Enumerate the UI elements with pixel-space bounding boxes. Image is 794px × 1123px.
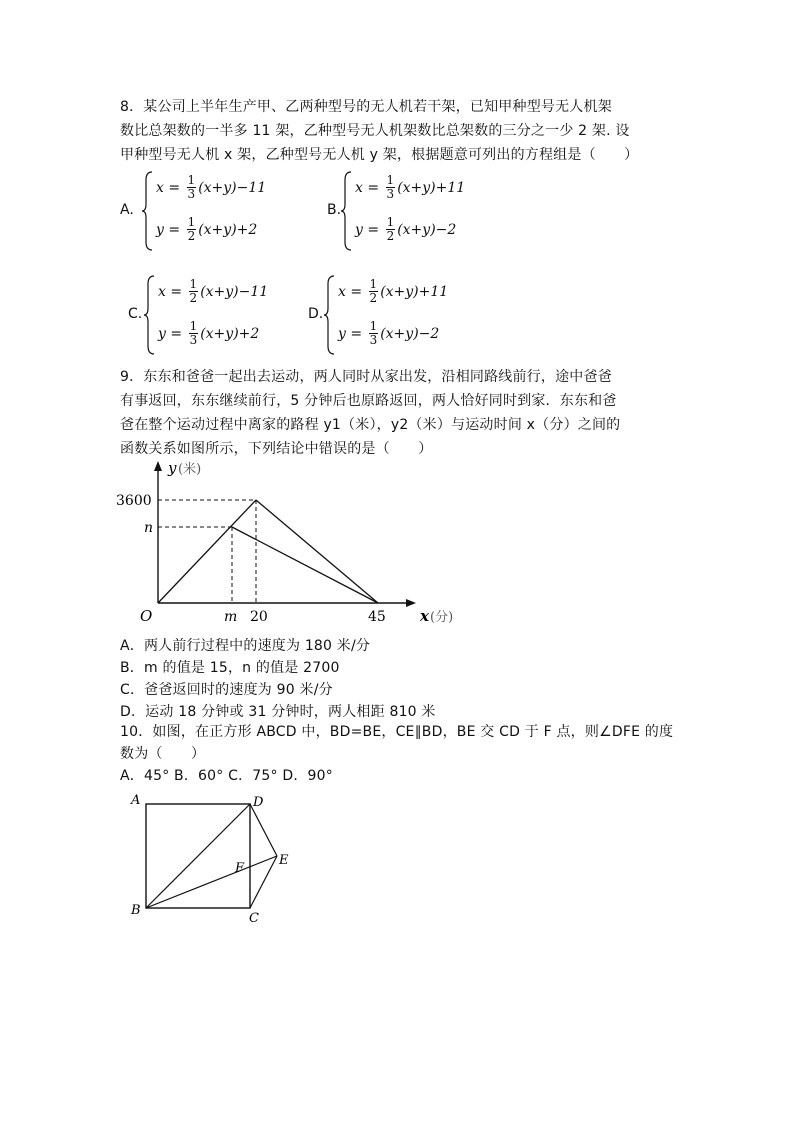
brace-icon — [142, 170, 154, 252]
x-axis-label: x — [420, 607, 429, 625]
q8-option-d-label: D. — [308, 306, 324, 322]
brace-icon — [324, 274, 336, 356]
x-tick-20: 20 — [250, 609, 268, 625]
q8-option-c-eq1: x = $\frac{1}{2}$ (x+y)−11 — [158, 277, 269, 305]
segment-bd — [146, 804, 250, 908]
point-a-label: A — [131, 793, 141, 808]
point-c-label: C — [249, 911, 259, 925]
q8-option-b-eq1: x = $\frac{1}{3}$ (x+y)+11 — [355, 173, 466, 201]
q8-option-a-eq1: x = $\frac{1}{3}$ (x+y)−11 — [156, 173, 267, 201]
q8-option-c-eq2: y = $\frac{1}{3}$ (x+y)+2 — [158, 319, 260, 347]
point-b-label: B — [131, 903, 141, 918]
y-axis-unit: (米) — [178, 462, 202, 477]
q10-options: A．45° B．60° C．75° D．90° — [120, 768, 333, 784]
x-tick-45: 45 — [368, 609, 386, 625]
q9-option-d: D．运动 18 分钟或 31 分钟时，两人相距 810 米 — [120, 704, 436, 720]
line-dongdong-forward — [158, 500, 256, 603]
y-axis-label: y — [168, 459, 177, 477]
q9-line-4: 函数关系如图所示，下列结论中错误的是（ ） — [120, 441, 433, 457]
segment-be — [146, 856, 277, 908]
q8-option-a-system — [142, 170, 292, 252]
q10-line-1: 10．如图，在正方形 ABCD 中，BD=BE，CE∥BD，BE 交 CD 于 F 点，则∠DFE 的度 — [120, 724, 674, 740]
q9-option-b: B．m 的值是 15，n 的值是 2700 — [120, 660, 340, 676]
segment-ce — [250, 856, 277, 908]
q8-line-2: 数比总架数的一半多 11 架，乙种型号无人机架数比总架数的三分之一少 2 架. 设 — [120, 123, 630, 139]
q8-option-d-eq2: y = $\frac{1}{3}$ (x+y)−2 — [338, 319, 440, 347]
y-tick-3600: 3600 — [116, 493, 152, 509]
q8-line-1: 8．某公司上半年生产甲、乙两种型号的无人机若干架，已知甲种型号无人机架 — [120, 99, 612, 115]
q9-line-2: 有事返回，东东继续前行，5 分钟后也原路返回，两人恰好同时到家．东东和爸 — [120, 393, 617, 409]
x-axis-arrow-icon — [406, 599, 416, 607]
point-d-label: D — [253, 795, 264, 810]
y-tick-n: n — [144, 520, 154, 536]
segment-de — [250, 804, 277, 856]
q8-option-a-label: A. — [120, 202, 134, 218]
line-dongdong-return — [256, 500, 378, 603]
x-tick-m: m — [224, 609, 238, 625]
brace-icon — [341, 170, 353, 252]
q8-option-c-system — [144, 274, 294, 356]
q8-line-3: 甲种型号无人机 x 架，乙种型号无人机 y 架，根据题意可列出的方程组是（ ） — [120, 147, 639, 163]
q9-line-1: 9．东东和爸爸一起出去运动，两人同时从家出发，沿相同路线前行，途中爸爸 — [120, 369, 612, 385]
y-axis-arrow-icon — [154, 461, 162, 471]
q8-option-d-system — [324, 274, 474, 356]
brace-icon — [144, 274, 156, 356]
point-e-label: E — [279, 853, 289, 868]
q8-option-b-eq2: y = $\frac{1}{2}$ (x+y)−2 — [355, 215, 457, 243]
q9-option-c: C．爸爸返回时的速度为 90 米/分 — [120, 682, 333, 698]
q9-distance-time-graph — [110, 455, 460, 630]
q8-option-b-label: B. — [327, 202, 342, 218]
q10-line-2: 数为（ ） — [120, 746, 206, 762]
q9-option-a: A．两人前行过程中的速度为 180 米/分 — [120, 638, 371, 654]
origin-label: O — [140, 607, 153, 625]
q9-line-3: 爸在整个运动过程中离家的路程 y1（米），y2（米）与运动时间 x（分）之间的 — [120, 417, 621, 433]
line-dad-return — [232, 527, 378, 603]
q8-option-b-system — [341, 170, 491, 252]
point-f-label: F — [235, 861, 245, 876]
q8-option-c-label: C. — [128, 306, 143, 322]
q8-option-a-eq2: y = $\frac{1}{2}$ (x+y)+2 — [156, 215, 258, 243]
q10-square-figure — [125, 790, 305, 925]
q8-option-d-eq1: x = $\frac{1}{2}$ (x+y)+11 — [338, 277, 449, 305]
x-axis-unit: (分) — [430, 610, 454, 625]
